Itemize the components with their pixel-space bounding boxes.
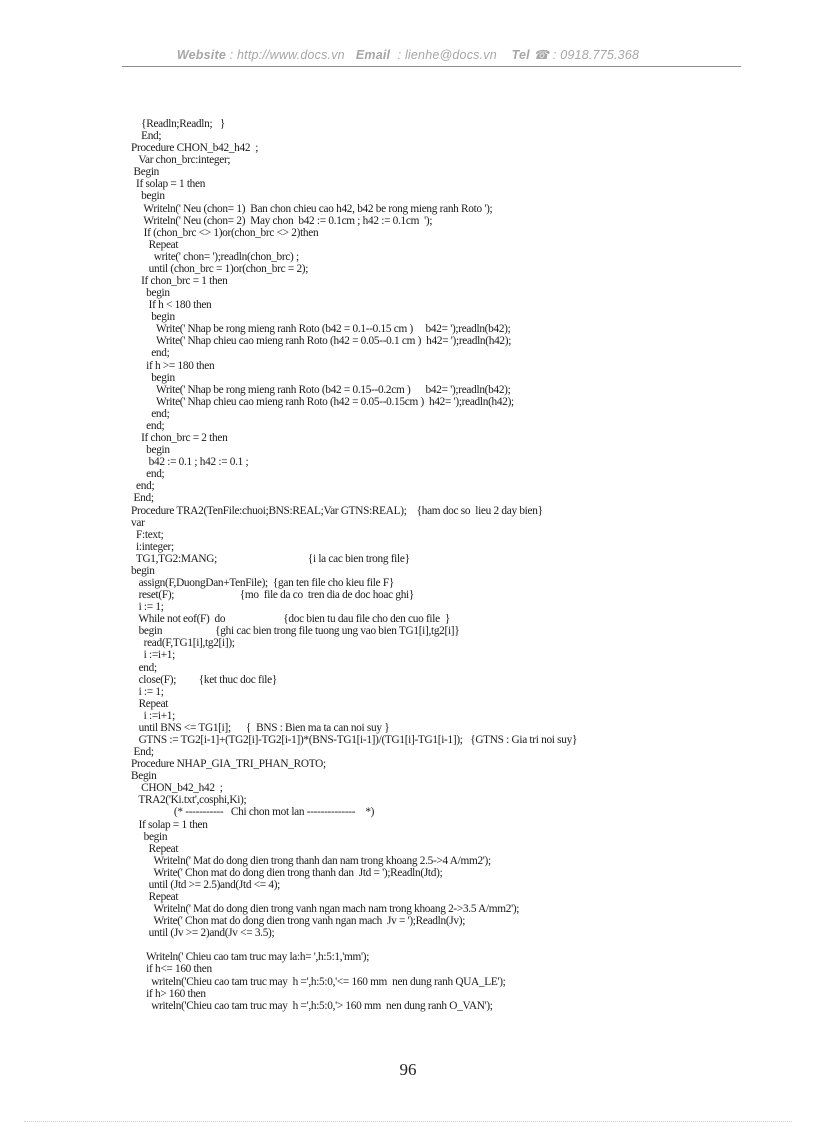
code-line: Writeln(' Neu (chon= 1) Ban chon chieu cao h42, b42 be rong mieng ranh Roto '); — [131, 202, 493, 215]
code-line: If solap = 1 then — [131, 178, 206, 191]
code-line: Writeln(' Chieu cao tam truc may la:h= ',h:5:1,'mm'); — [131, 951, 370, 964]
code-line: b42 := 0.1 ; h42 := 0.1 ; — [131, 456, 249, 469]
code-line: end; — [131, 468, 165, 481]
code-line: assign(F,DuongDan+TenFile); {gan ten file cho kieu file F} — [131, 576, 394, 589]
code-line: close(F); {ket thuc doc file} — [131, 673, 277, 686]
code-line: until (chon_brc = 1)or(chon_brc = 2); — [131, 262, 309, 275]
code-line: TRA2('Ki.txt',cosphi,Ki); — [131, 794, 247, 807]
code-line: i:integer; — [131, 540, 174, 553]
code-line: begin — [131, 371, 175, 384]
code-line: Writeln(' Mat do dong dien trong vanh ngan mach nam trong khoang 2->3.5 A/mm2'); — [131, 903, 520, 916]
code-line: if h> 160 then — [131, 987, 206, 1000]
code-line: {Readln;Readln; } — [131, 118, 225, 130]
code-line: If (chon_brc <> 1)or(chon_brc <> 2)then — [131, 226, 319, 239]
code-line: begin — [131, 444, 170, 457]
code-line: Write(' Nhap be rong mieng ranh Roto (b42 = 0.1--0.15 cm ) b42= ');readln(b42); — [131, 323, 511, 336]
tel-label: Tel — [511, 48, 530, 62]
footer-divider — [24, 1121, 792, 1122]
tel-value: ☎ : 0918.775.368 — [533, 48, 640, 62]
code-line: end; — [131, 347, 170, 360]
code-line: Procedure NHAP_GIA_TRI_PHAN_ROTO; — [131, 758, 326, 771]
code-line: until (Jtd >= 2.5)and(Jtd <= 4); — [131, 878, 281, 891]
code-line: i :=i+1; — [131, 649, 175, 662]
code-line: begin — [131, 190, 165, 203]
code-line: write(' chon= ');readln(chon_brc) ; — [131, 250, 299, 263]
code-line: Write(' Nhap be rong mieng ranh Roto (b42 = 0.15--0.2cm ) b42= ');readln(b42); — [131, 383, 511, 396]
code-line: End; — [131, 130, 162, 143]
code-line: Procedure TRA2(TenFile:chuoi;BNS:REAL;Var GTNS:REAL); {ham doc so lieu 2 day bien} — [131, 504, 543, 517]
code-line: begin — [131, 287, 170, 300]
code-line: reset(F); {mo file da co tren dia de doc hoac ghi} — [131, 589, 414, 602]
code-line: Begin — [131, 770, 157, 783]
code-line: i := 1; — [131, 685, 164, 698]
code-line: Write(' Nhap chieu cao mieng ranh Roto (h42 = 0.05--0.15cm ) h42= ');readln(h42); — [131, 395, 514, 408]
code-line: end; — [131, 480, 155, 493]
code-line: If chon_brc = 1 then — [131, 275, 228, 288]
code-line: If chon_brc = 2 then — [131, 432, 228, 445]
code-line: Writeln(' Neu (chon= 2) May chon b42 := 0.1cm ; h42 := 0.1cm '); — [131, 214, 433, 227]
code-line: begin — [131, 830, 168, 843]
code-line: writeln('Chieu cao tam truc may h =',h:5:0,'<= 160 mm nen dung ranh QUA_LE'); — [131, 975, 506, 988]
website-value: : http://www.docs.vn — [229, 48, 345, 62]
code-line: F:text; — [131, 528, 164, 541]
page-number: 96 — [399, 1060, 417, 1079]
code-line: Var chon_brc:integer; — [131, 154, 231, 167]
code-listing — [131, 118, 731, 1012]
code-line: End; — [131, 492, 154, 505]
code-line: until BNS <= TG1[i]; { BNS : Bien ma ta can noi suy } — [131, 721, 390, 734]
code-line: end; — [131, 419, 165, 432]
code-line: if h<= 160 then — [131, 963, 212, 976]
code-line: If solap = 1 then — [131, 818, 208, 831]
code-line: Writeln(' Mat do dong dien trong thanh dan nam trong khoang 2.5->4 A/mm2'); — [131, 854, 491, 867]
code-line: Begin — [131, 166, 160, 179]
page-header — [0, 47, 816, 62]
code-line: Repeat — [131, 238, 179, 251]
code-line: i := 1; — [131, 601, 164, 614]
code-line: read(F,TG1[i],tg2[i]); — [131, 637, 235, 650]
code-line: Procedure CHON_b42_h42 ; — [131, 142, 259, 155]
code-line: i :=i+1; — [131, 709, 175, 722]
code-line: TG1,TG2:MANG; {i la cac bien trong file} — [131, 552, 410, 565]
code-line: Repeat — [131, 891, 179, 903]
code-line: Write(' Nhap chieu cao mieng ranh Roto (h42 = 0.05--0.1 cm ) h42= ');readln(h42); — [131, 335, 512, 348]
code-line: until (Jv >= 2)and(Jv <= 3.5); — [131, 927, 275, 940]
code-line: End; — [131, 746, 154, 759]
header-divider — [122, 66, 741, 67]
code-line: if h >= 180 then — [131, 359, 215, 372]
code-line: Write(' Chon mat do dong dien trong thanh dan Jtd = ');Readln(Jtd); — [131, 866, 443, 879]
code-line: var — [131, 516, 145, 529]
code-line: (* ----------- Chi chon mot lan -------------- *) — [131, 806, 375, 819]
code-line: begin — [131, 311, 175, 324]
website-label: Website — [176, 48, 226, 62]
code-line: begin {ghi cac bien trong file tuong ung vao bien TG1[i],tg2[i]} — [131, 625, 460, 638]
code-line — [131, 939, 731, 951]
code-line: end; — [131, 407, 170, 420]
code-line: writeln('Chieu cao tam truc may h =',h:5:0,'> 160 mm nen dung ranh O_VAN'); — [131, 999, 493, 1012]
code-line: Write(' Chon mat do dong dien trong vanh ngan mach Jv = ');Readln(Jv); — [131, 915, 466, 928]
code-line: If h < 180 then — [131, 299, 212, 312]
code-line: Repeat — [131, 842, 179, 855]
code-line: end; — [131, 661, 157, 674]
code-line: CHON_b42_h42 ; — [131, 782, 223, 795]
code-line: GTNS := TG2[i-1]+(TG2[i]-TG2[i-1])*(BNS-TG1[i-1])/(TG1[i]-TG1[i-1]); {GTNS : Gia tri noi suy} — [131, 733, 578, 746]
code-line: Repeat — [131, 697, 169, 710]
code-line: begin — [131, 564, 155, 577]
code-line: While not eof(F) do {doc bien tu dau file cho den cuo file } — [131, 613, 450, 626]
email-label: Email — [355, 48, 391, 62]
email-value: : lienhe@docs.vn — [397, 48, 497, 62]
